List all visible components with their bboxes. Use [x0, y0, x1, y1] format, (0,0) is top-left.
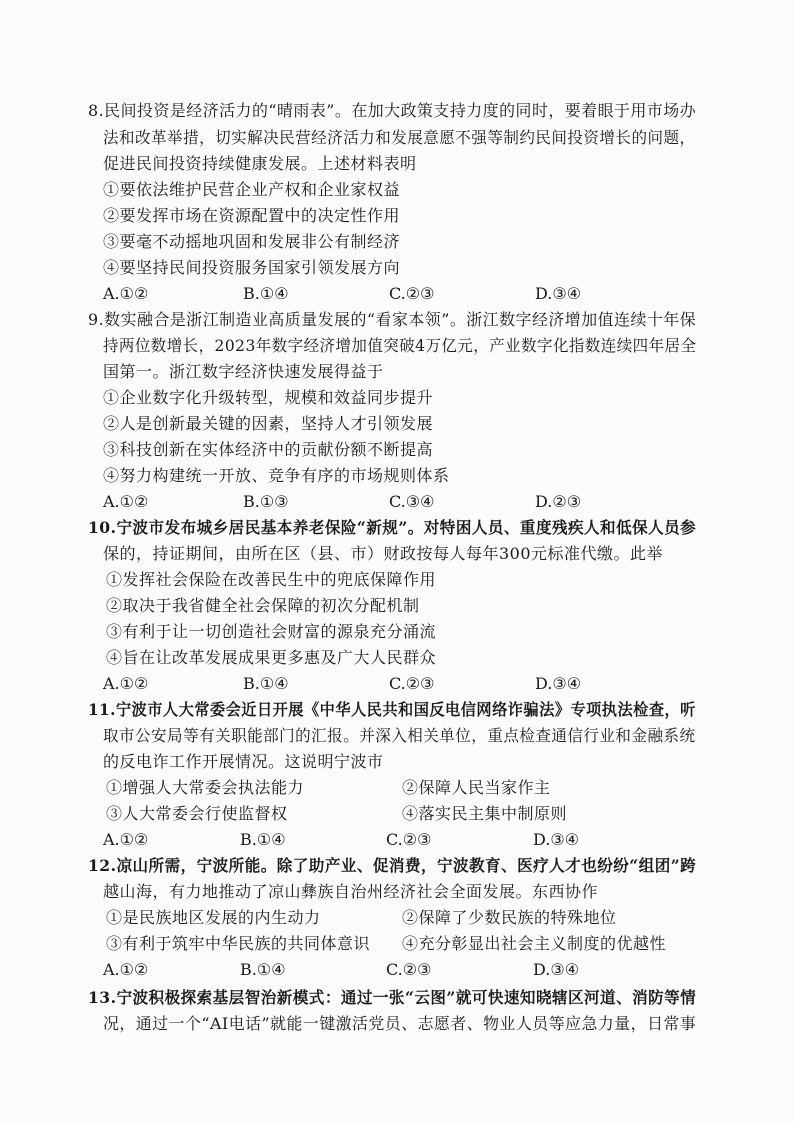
- q11-stem-line-2: 取市公安局等有关职能部门的汇报。并深入相关单位，重点检查通信行业和金融系统: [103, 726, 696, 745]
- q11-stem-line-3: 的反电诈工作开展情况。这说明宁波市: [103, 752, 384, 771]
- q12-option-3: ③有利于筑牢中华民族的共同体意识: [106, 934, 371, 953]
- q10-choice-c: C.②③: [389, 674, 435, 693]
- q11-stem-line-1: 11.宁波市人大常委会近日开展《中华人民共和国反电信网络诈骗法》专项执法检查，听: [88, 700, 696, 719]
- q12-choice-b: B.①④: [240, 960, 286, 979]
- q12-option-1: ①是民族地区发展的内生动力: [106, 908, 321, 927]
- q9-option-2: ②人是创新最关键的因素，坚持人才引领发展: [103, 414, 434, 433]
- q8-option-2: ②要发挥市场在资源配置中的决定性作用: [103, 206, 401, 225]
- q10-choice-d: D.③④: [535, 674, 582, 693]
- q10-choice-a: A.①②: [103, 674, 149, 693]
- q9-choice-b: B.①③: [243, 492, 289, 511]
- q12-choice-d: D.③④: [533, 960, 580, 979]
- q13-stem-line-2: 况，通过一个“AI电话”就能一键激活党员、志愿者、物业人员等应急力量，日常事: [103, 1014, 697, 1033]
- q8-option-3: ③要毫不动摇地巩固和发展非公有制经济: [103, 232, 401, 251]
- q8-stem-line-2: 法和改革举措，切实解决民营经济活力和发展意愿不强等制约民间投资增长的问题，: [103, 128, 696, 147]
- q11-option-4: ④落实民主集中制原则: [402, 804, 568, 823]
- q12-stem-line-1: 12.凉山所需，宁波所能。除了助产业、促消费，宁波教育、医疗人才也纷纷“组团”跨: [88, 856, 697, 875]
- q12-stem-line-2: 越山海，有力地推动了凉山彝族自治州经济社会全面发展。东西协作: [103, 882, 599, 901]
- q10-option-3: ③有利于让一切创造社会财富的源泉充分涌流: [106, 622, 437, 641]
- q11-option-3: ③人大常委会行使监督权: [106, 804, 288, 823]
- q12-choice-a: A.①②: [103, 960, 149, 979]
- q10-option-2: ②取决于我省健全社会保障的初次分配机制: [106, 596, 420, 615]
- q11-choice-c: C.②③: [386, 830, 432, 849]
- q9-choice-c: C.③④: [389, 492, 435, 511]
- q11-option-2: ②保障人民当家作主: [402, 778, 551, 797]
- q10-choice-b: B.①④: [243, 674, 289, 693]
- q9-stem-line-2: 持两位数增长，2023年数字经济增加值突破4万亿元，产业数字化指数连续四年居全: [103, 336, 697, 355]
- q11-option-1: ①增强人大常委会执法能力: [106, 778, 305, 797]
- q8-option-4: ④要坚持民间投资服务国家引领发展方向: [103, 258, 401, 277]
- q13-stem-line-1: 13.宁波积极探索基层智治新模式：通过一张“云图”就可快速知晓辖区河道、消防等情: [88, 988, 697, 1007]
- q8-choice-b: B.①④: [243, 284, 289, 303]
- q9-option-3: ③科技创新在实体经济中的贡献份额不断提高: [103, 440, 434, 459]
- q11-choice-b: B.①④: [240, 830, 286, 849]
- q8-choice-a: A.①②: [103, 284, 149, 303]
- q12-option-2: ②保障了少数民族的特殊地位: [402, 908, 617, 927]
- q10-stem-line-2: 保的，持证期间，由所在区（县、市）财政按每人每年300元标准代缴。此举: [103, 544, 664, 563]
- q10-option-4: ④旨在让改革发展成果更多惠及广大人民群众: [106, 648, 437, 667]
- q10-stem-line-1: 10.宁波市发布城乡居民基本养老保险“新规”。对特困人员、重度残疾人和低保人员参: [88, 518, 697, 537]
- q10-option-1: ①发挥社会保险在改善民生中的兜底保障作用: [106, 570, 437, 589]
- q9-choice-a: A.①②: [103, 492, 149, 511]
- q9-choice-d: D.②③: [535, 492, 582, 511]
- q8-option-1: ①要依法维护民营企业产权和企业家权益: [103, 180, 401, 199]
- q9-stem-line-1: 9.数实融合是浙江制造业高质量发展的“看家本领”。浙江数字经济增加值连续十年保: [88, 310, 697, 329]
- q9-stem-line-3: 国第一。浙江数字经济快速发展得益于: [103, 362, 384, 381]
- q8-choice-d: D.③④: [535, 284, 582, 303]
- q12-choice-c: C.②③: [386, 960, 432, 979]
- q8-stem-line-1: 8.民间投资是经济活力的“晴雨表”。在加大政策支持力度的同时，要着眼于用市场办: [88, 101, 697, 120]
- q8-stem-line-3: 促进民间投资持续健康发展。上述材料表明: [103, 154, 417, 173]
- q9-option-1: ①企业数字化升级转型，规模和效益同步提升: [103, 388, 434, 407]
- q8-choice-c: C.②③: [389, 284, 435, 303]
- q12-option-4: ④充分彰显出社会主义制度的优越性: [402, 934, 667, 953]
- q9-option-4: ④努力构建统一开放、竞争有序的市场规则体系: [103, 466, 450, 485]
- q11-choice-d: D.③④: [533, 830, 580, 849]
- q11-choice-a: A.①②: [103, 830, 149, 849]
